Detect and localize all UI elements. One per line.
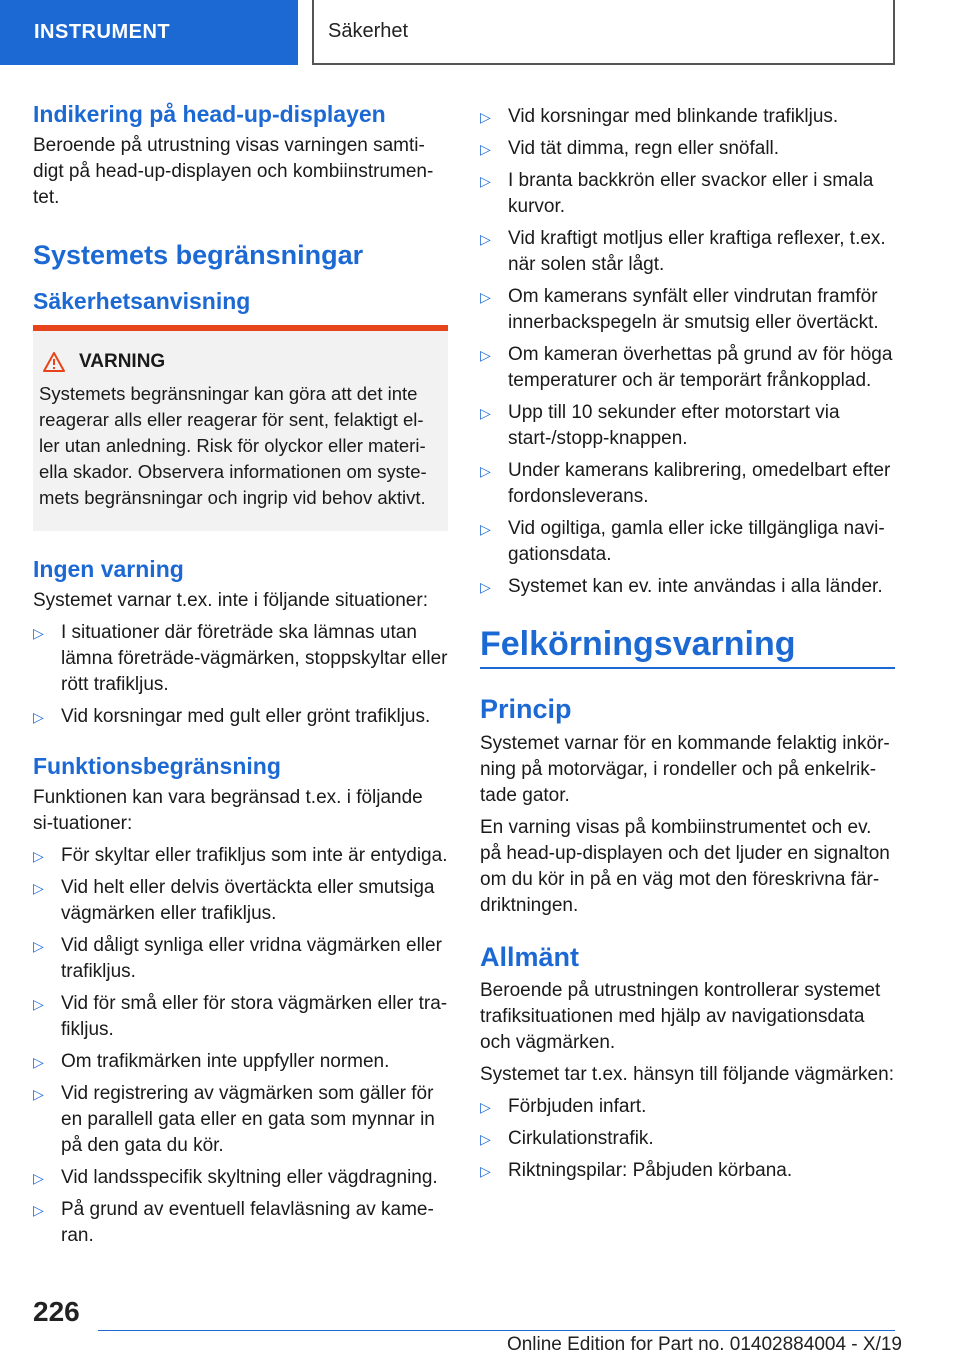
left-column [33, 100, 448, 1255]
list-item-text: I branta backkrön eller svackor eller i smala kurvor. [508, 170, 874, 217]
list-item [480, 1094, 895, 1120]
triangle-bullet-icon: ▷ [33, 847, 44, 864]
warning-triangle-icon [43, 352, 65, 372]
paragraph-principle-1: Systemet varnar för en kommande felaktig inkör-ning på motorvägar, i rondeller och på enkelrik-tade gator. [480, 732, 890, 806]
header-section-tab [0, 0, 298, 65]
triangle-bullet-icon: ▷ [480, 109, 491, 125]
list-item [480, 516, 895, 568]
triangle-bullet-icon: ▷ [33, 1085, 44, 1102]
list-item-text: Om kamerans synfält eller vindrutan framför innerbackspegeln är smutsig eller övertäckt. [508, 286, 879, 333]
triangle-bullet-icon: ▷ [33, 1053, 44, 1070]
list-item-text: Vid korsningar med blinkande trafikljus. [508, 106, 839, 127]
list-item [480, 400, 895, 452]
triangle-bullet-icon: ▷ [480, 1131, 491, 1148]
list-item-text: På grund av eventuell felavläsning av kame-ran. [61, 1198, 434, 1246]
list-item-text: Vid kraftigt motljus eller kraftiga reflexer, t.ex. när solen står lågt. [508, 228, 886, 275]
no-warning-list [33, 620, 448, 730]
paragraph-principle-2: En varning visas på kombiinstrumentet och ev. på head-up-displayen och det ljuder en signalton om du kör in på en väg mot den föreskrivna fär-driktningen. [480, 816, 890, 916]
triangle-bullet-icon: ▷ [480, 1099, 491, 1116]
paragraph-general-2: Systemet tar t.ex. hänsyn till följande vägmärken: [480, 1064, 894, 1086]
heading-system-limits: Systemets begränsningar [33, 239, 364, 270]
triangle-bullet-icon: ▷ [480, 521, 491, 537]
footer-rule [98, 1330, 895, 1331]
list-item [480, 284, 895, 336]
paragraph-general-1: Beroende på utrustningen kontrollerar systemet trafiksituationen med hjälp av navigationsdata och vägmärken. [480, 980, 881, 1054]
header-section-label: INSTRUMENT [34, 21, 171, 43]
heading-no-warning: Ingen varning [33, 556, 184, 583]
triangle-bullet-icon: ▷ [480, 231, 491, 247]
paragraph-function-limits: Funktionen kan vara begränsad t.ex. i följande si-tuationer: [33, 786, 423, 834]
list-item-text: Systemet kan ev. inte användas i alla länder. [508, 576, 883, 597]
list-item [480, 136, 895, 162]
heading-function-limits: Funktionsbegränsning [33, 753, 281, 779]
wrong-way-heading-rule [480, 624, 895, 669]
list-item [480, 226, 895, 278]
triangle-bullet-icon: ▷ [33, 995, 44, 1012]
triangle-bullet-icon: ▷ [33, 879, 44, 896]
list-item [33, 843, 448, 869]
list-item-text: Om kameran överhettas på grund av för höga temperaturer och är temporärt frånkopplad. [508, 344, 893, 391]
list-item-text: Förbjuden infart. [508, 1096, 647, 1118]
list-item [33, 1081, 448, 1159]
warning-text: Systemets begränsningar kan göra att det inte reagerar alls eller reagerar för sent, felaktigt el-ler utan anledning. Risk för olyckor eller materi-ella skador. Observera informationen om syste-mets begränsningar och ingrip vid behov aktivt. [39, 383, 427, 509]
triangle-bullet-icon: ▷ [480, 1163, 491, 1180]
header-chapter-label: Säkerhet [328, 20, 409, 42]
list-item-text: För skyltar eller trafikljus som inte är entydiga. [61, 844, 448, 866]
triangle-bullet-icon: ▷ [33, 937, 44, 954]
list-item-text: Vid korsningar med gult eller grönt trafikljus. [61, 706, 431, 727]
list-item [33, 933, 448, 985]
list-item-text: Om trafikmärken inte uppfyller normen. [61, 1050, 390, 1072]
triangle-bullet-icon: ▷ [33, 709, 44, 725]
footer-edition-text: Online Edition for Part no. 01402884004 - X/19 [506, 1334, 902, 1355]
triangle-bullet-icon: ▷ [33, 1169, 44, 1186]
list-item [480, 342, 895, 394]
heading-hud: Indikering på head-up-displayen [33, 101, 386, 127]
heading-safety-notice: Säkerhetsanvisning [33, 287, 251, 314]
list-item-text: Vid för små eller för stora vägmärken eller tra-fikljus. [61, 992, 448, 1040]
list-item-text: Cirkulationstrafik. [508, 1128, 654, 1150]
list-item [33, 1049, 448, 1075]
list-item-text: Under kamerans kalibrering, omedelbart efter fordonsleverans. [508, 460, 891, 507]
page-number: 226 [33, 1296, 80, 1327]
list-item [480, 574, 895, 600]
list-item-text: Riktningspilar: Påbjuden körbana. [508, 1160, 793, 1182]
list-item-text: I situationer där företräde ska lämnas utan lämna företräde-vägmärken, stoppskyltar eller rött trafikljus. [61, 622, 448, 695]
warning-title-label: VARNING [79, 351, 166, 373]
triangle-bullet-icon: ▷ [480, 347, 491, 363]
list-item [33, 875, 448, 927]
triangle-bullet-icon: ▷ [33, 625, 44, 641]
list-item [480, 1126, 895, 1152]
heading-general: Allmänt [480, 941, 580, 972]
function-limits-list [33, 843, 448, 1249]
list-item [480, 1158, 895, 1184]
triangle-bullet-icon: ▷ [480, 463, 491, 479]
list-item [33, 1197, 448, 1249]
list-item [480, 168, 895, 220]
triangle-bullet-icon: ▷ [480, 173, 491, 189]
triangle-bullet-icon: ▷ [480, 289, 491, 305]
triangle-bullet-icon: ▷ [33, 1201, 44, 1218]
heading-wrong-way-warning: Felkörningsvarning [480, 625, 796, 663]
right-column [480, 104, 895, 1190]
warning-title [39, 351, 440, 373]
list-item [33, 704, 448, 730]
list-item-text: Vid helt eller delvis övertäckta eller smutsiga vägmärken eller trafikljus. [61, 876, 435, 924]
triangle-bullet-icon: ▷ [480, 579, 491, 595]
list-item-text: Upp till 10 sekunder efter motorstart via start-/stopp-knappen. [508, 402, 840, 449]
list-item-text: Vid landsspecifik skyltning eller vägdragning. [61, 1166, 438, 1188]
paragraph-no-warning: Systemet varnar t.ex. inte i följande situationer: [33, 590, 428, 611]
list-item-text: Vid tät dimma, regn eller snöfall. [508, 138, 780, 159]
paragraph-hud: Beroende på utrustning visas varningen samti-digt på head-up-displayen och kombiinstrumen-tet. [33, 134, 434, 208]
list-item-text: Vid registrering av vägmärken som gäller för en parallell gata eller en gata som mynnar in på den gata du kör. [61, 1082, 435, 1156]
general-signs-list [480, 1094, 895, 1184]
list-item [480, 104, 895, 130]
list-item [33, 620, 448, 698]
triangle-bullet-icon: ▷ [480, 405, 491, 421]
header-chapter-tab [312, 0, 895, 65]
list-item-text: Vid dåligt synliga eller vridna vägmärken eller trafikljus. [61, 934, 442, 982]
warning-box [33, 325, 448, 531]
list-item [480, 458, 895, 510]
heading-principle: Princip [480, 693, 572, 724]
list-item [33, 1165, 448, 1191]
list-item-text: Vid ogiltiga, gamla eller icke tillgängliga navi-gationsdata. [508, 518, 885, 565]
triangle-bullet-icon: ▷ [480, 141, 491, 157]
function-limits-list-continued [480, 104, 895, 600]
list-item [33, 991, 448, 1043]
